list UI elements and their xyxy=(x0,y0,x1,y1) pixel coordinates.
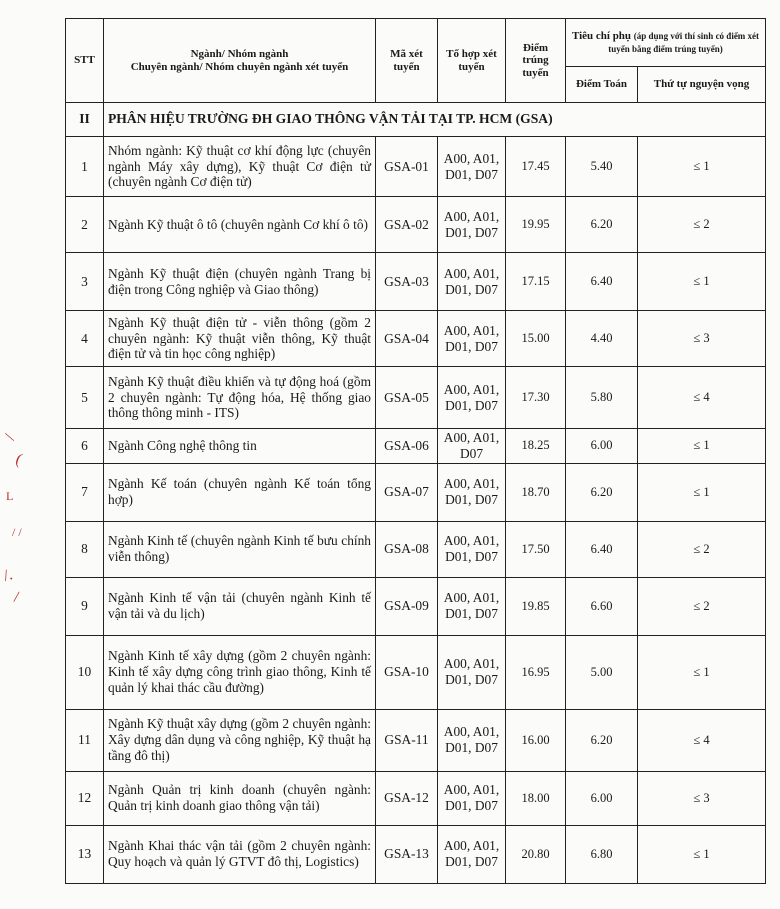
row-code: GSA-05 xyxy=(376,367,438,429)
row-code: GSA-08 xyxy=(376,521,438,577)
table-row xyxy=(66,825,766,883)
row-combo: A00, A01, D01, D07 xyxy=(438,577,506,635)
row-major-name: Ngành Công nghệ thông tin xyxy=(104,429,376,464)
row-priority: ≤ 1 xyxy=(638,635,766,709)
table-row xyxy=(66,709,766,771)
header-criteria-note: (áp dụng với thí sinh có điểm xét tuyển bằng điểm trúng tuyển) xyxy=(608,30,760,54)
row-math-score: 6.20 xyxy=(566,709,638,771)
row-score: 20.80 xyxy=(506,825,566,883)
row-stt: 9 xyxy=(66,577,104,635)
row-score: 18.00 xyxy=(506,771,566,825)
row-score: 17.50 xyxy=(506,521,566,577)
row-math-score: 6.00 xyxy=(566,771,638,825)
row-score: 19.95 xyxy=(506,197,566,253)
row-code: GSA-11 xyxy=(376,709,438,771)
row-score: 18.70 xyxy=(506,463,566,521)
header-criteria-title: Tiêu chí phụ xyxy=(571,29,632,42)
row-combo: A00, A01, D07 xyxy=(438,429,506,464)
row-score: 17.45 xyxy=(506,137,566,197)
row-score: 18.25 xyxy=(506,429,566,464)
header-priority: Thứ tự nguyện vọng xyxy=(638,67,766,103)
row-priority: ≤ 4 xyxy=(638,709,766,771)
table-row xyxy=(66,137,766,197)
row-stt: 5 xyxy=(66,367,104,429)
row-stt: 11 xyxy=(66,709,104,771)
row-stt: 1 xyxy=(66,137,104,197)
table-row xyxy=(66,429,766,464)
section-title: PHÂN HIỆU TRƯỜNG ĐH GIAO THÔNG VẬN TẢI TẠI TP. HCM (GSA) xyxy=(104,103,766,137)
row-major-name: Nhóm ngành: Kỹ thuật cơ khí động lực (chuyên ngành Máy xây dựng), Kỹ thuật Cơ điện tử (chuyên ngành Cơ điện tử) xyxy=(104,137,376,197)
row-math-score: 6.00 xyxy=(566,429,638,464)
table-row xyxy=(66,577,766,635)
row-major-name: Ngành Kỹ thuật điều khiển và tự động hoá (gồm 2 chuyên ngành: Tự động hóa, Hệ thống giao thông thông minh - ITS) xyxy=(104,367,376,429)
row-score: 17.15 xyxy=(506,253,566,311)
row-major-name: Ngành Quản trị kinh doanh (chuyên ngành: Quản trị kinh doanh giao thông vận tải) xyxy=(104,771,376,825)
row-major-name: Ngành Kỹ thuật điện tử - viễn thông (gồm 2 chuyên ngành: Kỹ thuật viễn thông, Kỹ thuật điện tử và tin học công nghiệp) xyxy=(104,311,376,367)
row-combo: A00, A01, D01, D07 xyxy=(438,709,506,771)
row-priority: ≤ 2 xyxy=(638,521,766,577)
row-priority: ≤ 1 xyxy=(638,825,766,883)
row-major-name: Ngành Kinh tế vận tải (chuyên ngành Kinh tế vận tải và du lịch) xyxy=(104,577,376,635)
header-major-line1: Ngành/ Nhóm ngành xyxy=(190,47,289,60)
row-score: 17.30 xyxy=(506,367,566,429)
table-row xyxy=(66,311,766,367)
row-priority: ≤ 1 xyxy=(638,463,766,521)
table-row xyxy=(66,521,766,577)
row-combo: A00, A01, D01, D07 xyxy=(438,463,506,521)
row-code: GSA-10 xyxy=(376,635,438,709)
row-code: GSA-02 xyxy=(376,197,438,253)
row-priority: ≤ 1 xyxy=(638,253,766,311)
row-score: 15.00 xyxy=(506,311,566,367)
header-major-line2: Chuyên ngành/ Nhóm chuyên ngành xét tuyển xyxy=(130,60,349,73)
row-math-score: 4.40 xyxy=(566,311,638,367)
row-math-score: 5.00 xyxy=(566,635,638,709)
margin-handwriting: \ ( L / / /. / xyxy=(1,429,25,607)
row-stt: 2 xyxy=(66,197,104,253)
row-combo: A00, A01, D01, D07 xyxy=(438,521,506,577)
row-major-name: Ngành Khai thác vận tải (gồm 2 chuyên ngành: Quy hoạch và quản lý GTVT đô thị, Logistics) xyxy=(104,825,376,883)
row-math-score: 5.80 xyxy=(566,367,638,429)
row-stt: 12 xyxy=(66,771,104,825)
row-priority: ≤ 2 xyxy=(638,577,766,635)
section-row xyxy=(66,103,766,137)
header-major xyxy=(104,19,376,103)
row-code: GSA-04 xyxy=(376,311,438,367)
row-code: GSA-03 xyxy=(376,253,438,311)
row-score: 16.95 xyxy=(506,635,566,709)
section-number: II xyxy=(66,103,104,137)
row-code: GSA-07 xyxy=(376,463,438,521)
row-stt: 4 xyxy=(66,311,104,367)
row-math-score: 5.40 xyxy=(566,137,638,197)
row-code: GSA-13 xyxy=(376,825,438,883)
row-priority: ≤ 2 xyxy=(638,197,766,253)
row-major-name: Ngành Kỹ thuật điện (chuyên ngành Trang bị điện trong Công nghiệp và Giao thông) xyxy=(104,253,376,311)
row-math-score: 6.60 xyxy=(566,577,638,635)
row-combo: A00, A01, D01, D07 xyxy=(438,635,506,709)
table-row xyxy=(66,771,766,825)
table-row xyxy=(66,635,766,709)
row-major-name: Ngành Kế toán (chuyên ngành Kế toán tổng hợp) xyxy=(104,463,376,521)
row-code: GSA-09 xyxy=(376,577,438,635)
table-row xyxy=(66,367,766,429)
table-row xyxy=(66,463,766,521)
header-criteria xyxy=(566,19,766,67)
row-combo: A00, A01, D01, D07 xyxy=(438,311,506,367)
row-combo: A00, A01, D01, D07 xyxy=(438,137,506,197)
row-score: 19.85 xyxy=(506,577,566,635)
row-combo: A00, A01, D01, D07 xyxy=(438,367,506,429)
row-major-name: Ngành Kinh tế (chuyên ngành Kinh tế bưu chính viễn thông) xyxy=(104,521,376,577)
row-priority: ≤ 3 xyxy=(638,771,766,825)
row-stt: 10 xyxy=(66,635,104,709)
row-stt: 13 xyxy=(66,825,104,883)
table-row xyxy=(66,253,766,311)
admission-scores-table xyxy=(65,18,766,884)
row-priority: ≤ 1 xyxy=(638,137,766,197)
row-combo: A00, A01, D01, D07 xyxy=(438,253,506,311)
row-code: GSA-01 xyxy=(376,137,438,197)
row-combo: A00, A01, D01, D07 xyxy=(438,825,506,883)
row-priority: ≤ 1 xyxy=(638,429,766,464)
header-code: Mã xét tuyển xyxy=(376,19,438,103)
row-combo: A00, A01, D01, D07 xyxy=(438,771,506,825)
header-math: Điểm Toán xyxy=(566,67,638,103)
row-math-score: 6.20 xyxy=(566,197,638,253)
row-code: GSA-12 xyxy=(376,771,438,825)
row-score: 16.00 xyxy=(506,709,566,771)
table-row xyxy=(66,197,766,253)
row-combo: A00, A01, D01, D07 xyxy=(438,197,506,253)
row-priority: ≤ 3 xyxy=(638,311,766,367)
row-stt: 7 xyxy=(66,463,104,521)
row-math-score: 6.80 xyxy=(566,825,638,883)
row-stt: 3 xyxy=(66,253,104,311)
row-math-score: 6.40 xyxy=(566,253,638,311)
row-major-name: Ngành Kinh tế xây dựng (gồm 2 chuyên ngành: Kinh tế xây dựng công trình giao thông, Kinh tế quản lý khai thác cầu đường) xyxy=(104,635,376,709)
row-code: GSA-06 xyxy=(376,429,438,464)
row-stt: 6 xyxy=(66,429,104,464)
row-math-score: 6.40 xyxy=(566,521,638,577)
row-stt: 8 xyxy=(66,521,104,577)
row-math-score: 6.20 xyxy=(566,463,638,521)
header-stt: STT xyxy=(66,19,104,103)
row-major-name: Ngành Kỹ thuật ô tô (chuyên ngành Cơ khí ô tô) xyxy=(104,197,376,253)
header-combo: Tổ hợp xét tuyển xyxy=(438,19,506,103)
row-major-name: Ngành Kỹ thuật xây dựng (gồm 2 chuyên ngành: Xây dựng dân dụng và công nghiệp, Kỹ thuật hạ tầng đô thị) xyxy=(104,709,376,771)
header-score: Điểm trúng tuyển xyxy=(506,19,566,103)
row-priority: ≤ 4 xyxy=(638,367,766,429)
